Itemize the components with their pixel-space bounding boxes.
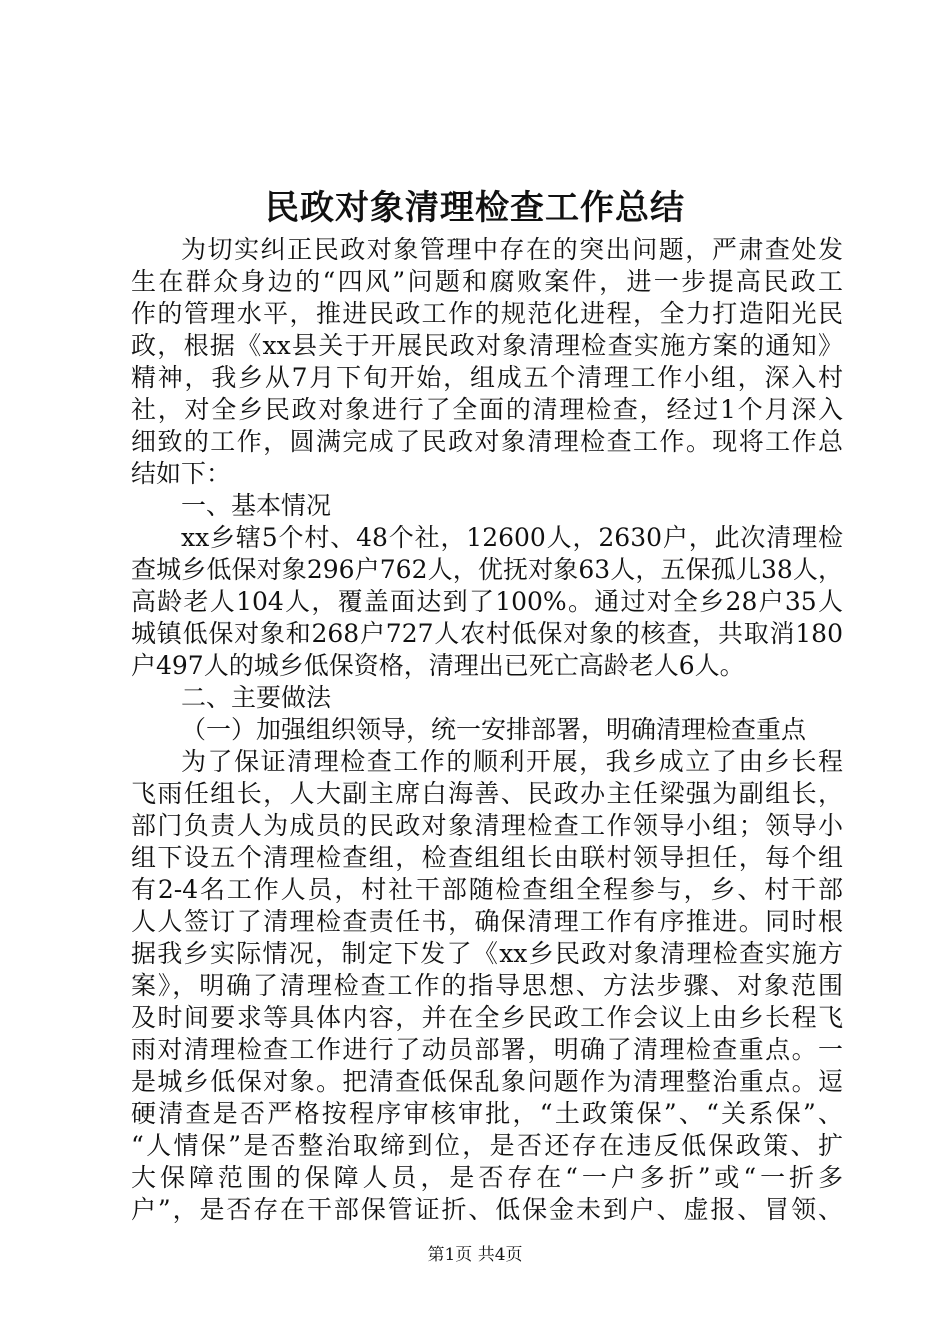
- body-line: 查城乡低保对象296户762人，优抚对象63人，五保孤儿38人，: [131, 555, 843, 584]
- body-line: 部门负责人为成员的民政对象清理检查工作领导小组；领导小: [131, 811, 843, 840]
- document-title: 民政对象清理检查工作总结: [265, 188, 685, 228]
- document-body: [131, 234, 843, 1226]
- subsection-heading: （一）加强组织领导，统一安排部署，明确清理检查重点: [181, 715, 807, 744]
- body-line: 硬清查是否严格按程序审核审批，“土政策保”、“关系保”、: [131, 1099, 843, 1128]
- body-line: 大保障范围的保障人员，是否存在“一户多折”或“一折多: [131, 1163, 843, 1192]
- body-line: 细致的工作，圆满完成了民政对象清理检查工作。现将工作总: [131, 427, 843, 456]
- body-line: 高龄老人104人，覆盖面达到了100%。通过对全乡28户35人: [131, 587, 843, 616]
- body-line: 作的管理水平，推进民政工作的规范化进程，全力打造阳光民: [131, 299, 843, 328]
- body-line: 户497人的城乡低保资格，清理出已死亡高龄老人6人。: [131, 651, 745, 680]
- body-line: 精神，我乡从7月下旬开始，组成五个清理工作小组，深入村: [131, 363, 843, 392]
- body-line: 政，根据《xx县关于开展民政对象清理检查实施方案的通知》: [131, 331, 843, 360]
- page-number-footer: 第1页 共4页: [427, 1245, 523, 1265]
- body-line: 是城乡低保对象。把清查低保乱象问题作为清理整治重点。逗: [131, 1067, 843, 1096]
- body-line: 户”，是否存在干部保管证折、低保金未到户、虚报、冒领、: [131, 1195, 843, 1224]
- body-line: “人情保”是否整治取缔到位，是否还存在违反低保政策、扩: [131, 1131, 843, 1160]
- body-line: 人人签订了清理检查责任书，确保清理工作有序推进。同时根: [131, 907, 843, 936]
- body-line: 及时间要求等具体内容，并在全乡民政工作会议上由乡长程飞: [131, 1003, 843, 1032]
- body-line: 组下设五个清理检查组，检查组组长由联村领导担任，每个组: [131, 843, 843, 872]
- body-line: 城镇低保对象和268户727人农村低保对象的核查，共取消180: [131, 619, 843, 648]
- body-line: 社，对全乡民政对象进行了全面的清理检查，经过1个月深入: [131, 395, 843, 424]
- body-line: 飞雨任组长，人大副主席白海善、民政办主任梁强为副组长，: [131, 779, 843, 808]
- body-line: 案》，明确了清理检查工作的指导思想、方法步骤、对象范围: [131, 971, 843, 1000]
- body-line: 结如下：: [131, 459, 232, 488]
- body-line: 为了保证清理检查工作的顺利开展，我乡成立了由乡长程: [181, 747, 843, 776]
- body-line: 雨对清理检查工作进行了动员部署，明确了清理检查重点。一: [131, 1035, 843, 1064]
- section-heading: 一、基本情况: [181, 491, 332, 520]
- body-line: 为切实纠正民政对象管理中存在的突出问题，严肃查处发: [181, 235, 843, 264]
- section-heading: 二、主要做法: [181, 683, 332, 712]
- body-line: xx乡辖5个村、48个社，12600人，2630户，此次清理检: [181, 523, 843, 552]
- body-line: 有2-4名工作人员，村社干部随检查组全程参与，乡、村干部: [131, 875, 843, 904]
- body-line: 生在群众身边的“四风”问题和腐败案件，进一步提高民政工: [131, 267, 843, 296]
- body-line: 据我乡实际情况，制定下发了《xx乡民政对象清理检查实施方: [131, 939, 843, 968]
